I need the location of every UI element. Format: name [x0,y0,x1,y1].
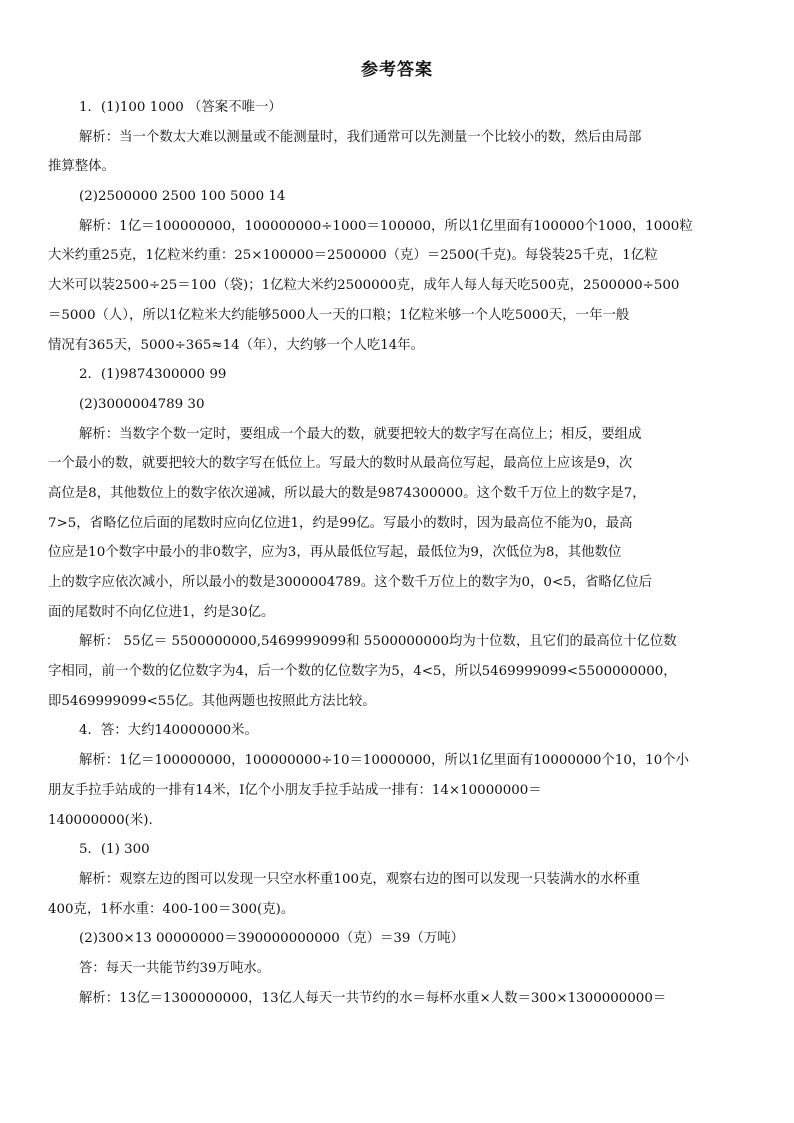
text-line: 朋友手拉手站成的一排有14米，I亿个小朋友手拉手站成一排有：14×10000000＝ [48,782,542,798]
text-line: 4．答：大约140000000米。 [79,723,258,739]
text-line: (2)2500000 2500 100 5000 14 [79,189,286,205]
text-line: 大米约重25克，1亿粒米约重：25×100000＝2500000（克）＝2500(千克)。每袋装25千克，1亿粒 [48,248,658,264]
text-line: 上的数字应依次减小，所以最小的数是3000004789。这个数千万位上的数字为0，0<5，省略亿位后 [48,575,653,590]
text-line: 大米可以装2500÷25＝100（袋)；1亿粒大米约2500000克，成年人每人每天吃500克，2500000÷500 [48,278,680,294]
text-line: 1．(1)100 1000 （答案不唯一） [79,100,282,115]
text-line: 一个最小的数，就要把较大的数字写在低位上。写最大的数时从最高位写起，最高位上应该是9，次 [48,456,633,472]
text-line: 140000000(米). [48,812,153,828]
text-line: 高位是8，其他数位上的数字依次递减，所以最大的数是9874300000。这个数千万位上的数字是7， [48,485,646,501]
text-line: 字相同，前一个数的亿位数字为4，后一个数的亿位数字为5，4<5，所以5469999099<5500000000， [48,664,677,680]
text-line: 解析：1亿＝100000000，100000000÷10＝10000000，所以1亿里面有10000000个10，10个小 [79,753,690,769]
text-line: 解析：观察左边的图可以发现一只空水杯重100克，观察右边的图可以发现一只装满水的水杯重 [79,871,641,887]
text-line: 解析：当数字个数一定时，要组成一个最大的数，就要把较大的数字写在高位上；相反，要组成 [79,426,642,442]
text-line: 5．(1) 300 [79,842,150,858]
text-line: (2)300×13 00000000＝390000000000（克）＝39（万吨） [79,931,464,947]
text-line: 即5469999099<55亿。其他两题也按照此方法比较。 [48,693,376,709]
text-line: 面的尾数时不向亿位进1，约是30亿。 [48,604,275,620]
text-line: 7>5，省略亿位后面的尾数时应向亿位进1，约是99亿。写最小的数时，因为最高位不能为0，最高 [48,515,633,531]
text-line: 解析： 55亿＝ 5500000000,5469999099和 5500000000均为十位数，且它们的最高位十亿位数 [79,634,677,650]
answer-content [48,93,742,1013]
text-line: 答：每天一共能节约39万吨水。 [79,960,271,976]
text-line: 解析：当一个数太大难以测量或不能测量时，我们通常可以先测量一个比较小的数，然后由局部 [79,129,642,145]
page-title: 参考答案 [361,60,433,80]
text-line: 位应是10个数字中最小的非0数字，应为3，再从最低位写起，最低位为9，次低位为8，其他数位 [48,545,622,561]
text-line: 推算整体。 [48,159,115,175]
text-line: 解析：13亿＝1300000000，13亿人每天一共节约的水＝每杯水重×人数＝300×1300000000＝ [79,990,667,1006]
text-line: 情况有365天，5000÷365≈14（年），大约够一个人吃14年。 [48,337,425,353]
text-line: (2)3000004789 30 [79,396,205,412]
text-line: 400克，1杯水重：400-100＝300(克)。 [48,901,295,917]
text-line: ＝5000（人），所以1亿粒米大约能够5000人一天的口粮；1亿粒米够一个人吃5000天，一年一般 [48,307,630,323]
text-line: 2．(1)9874300000 99 [79,367,227,383]
text-line: 解析：1亿＝100000000，100000000÷1000＝100000，所以1亿里面有100000个1000，1000粒 [79,218,693,234]
